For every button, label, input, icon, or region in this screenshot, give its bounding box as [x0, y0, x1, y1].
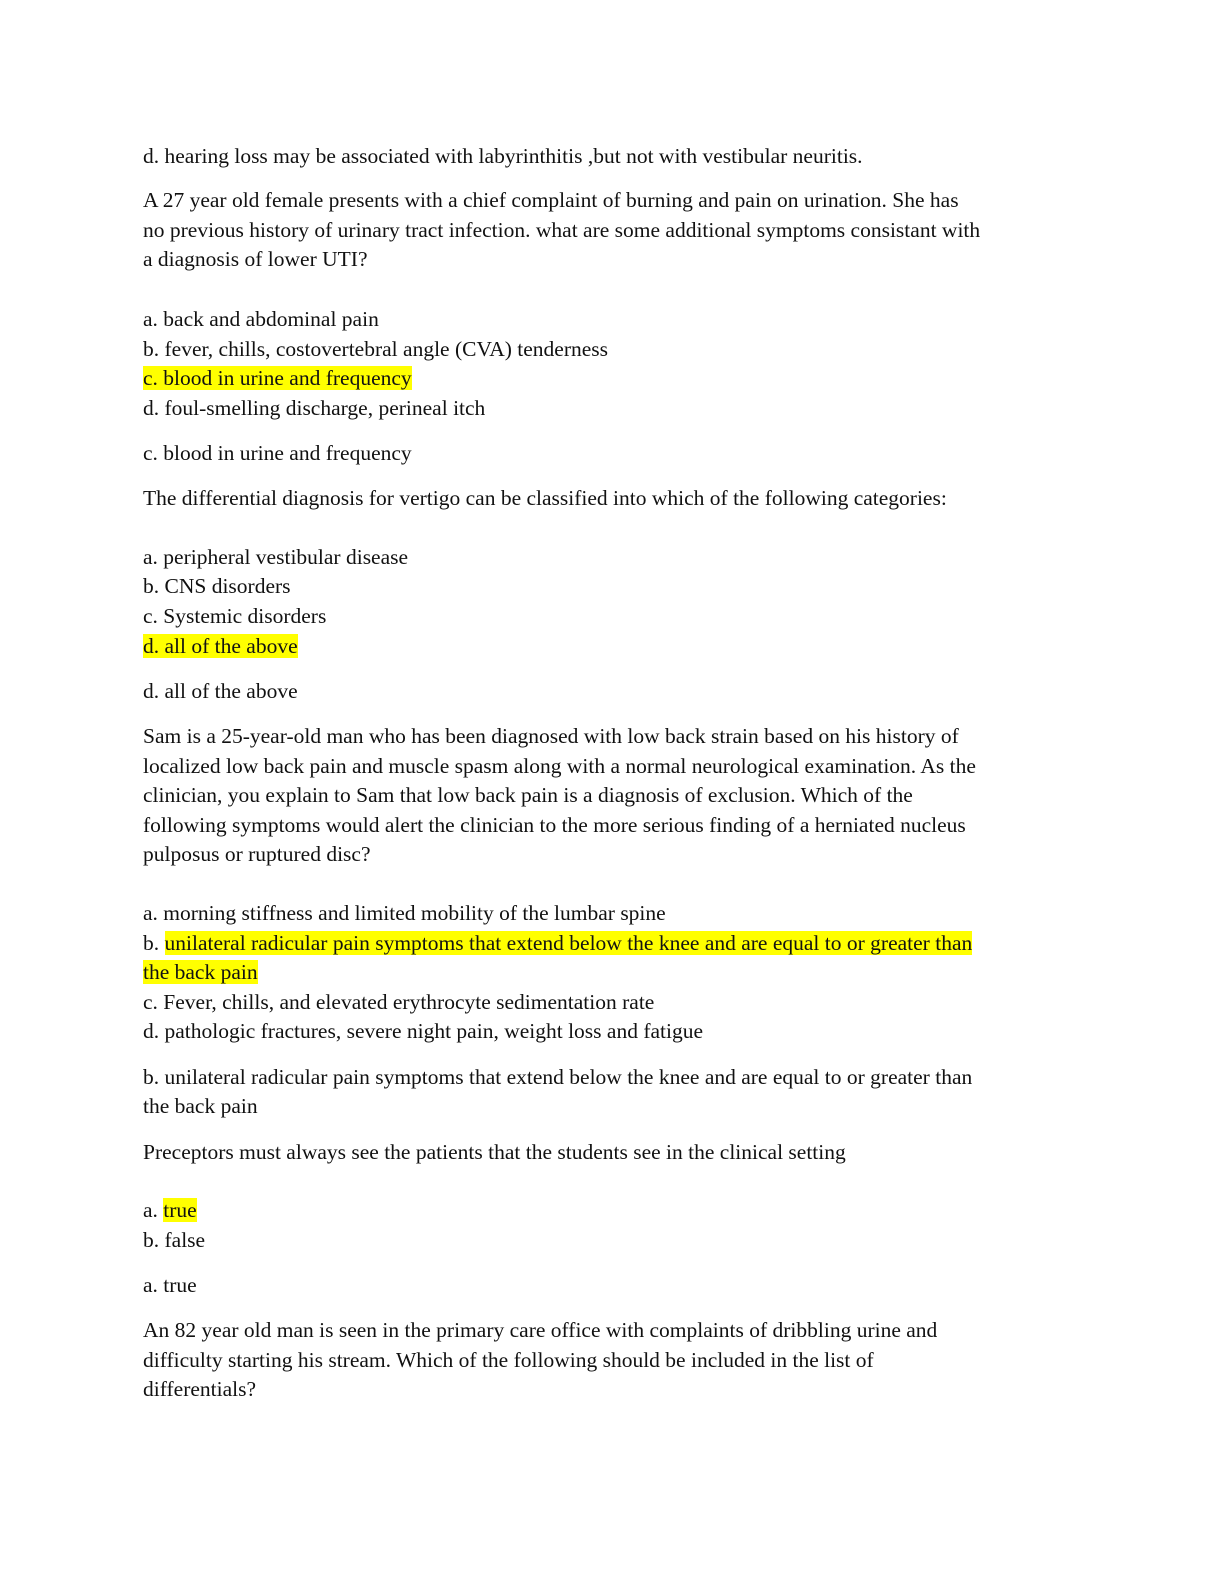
question-1-option-d: d. foul-smelling discharge, perineal itch	[143, 396, 486, 420]
question-3-option-d: d. pathologic fractures, severe night pain, weight loss and fatigue	[143, 1019, 704, 1043]
question-4-stem: Preceptors must always see the patients that the students see in the clinical setting	[143, 1140, 846, 1164]
question-3-stem-line-3: clinician, you explain to Sam that low back pain is a diagnosis of exclusion. Which of the	[143, 783, 913, 807]
question-3-answer-line-1: b. unilateral radicular pain symptoms that extend below the knee and are equal to or greater than	[143, 1065, 973, 1089]
question-1-option-c	[143, 364, 412, 394]
highlighted-correct-option: unilateral radicular pain symptoms that extend below the knee and are equal to or greater than	[164, 931, 973, 955]
highlighted-correct-option: c. blood in urine and frequency	[143, 366, 412, 390]
question-1-stem-line-3: a diagnosis of lower UTI?	[143, 247, 368, 271]
question-3-option-b	[143, 929, 972, 959]
question-2-stem: The differential diagnosis for vertigo can be classified into which of the following categories:	[143, 486, 947, 510]
question-1-answer: c. blood in urine and frequency	[143, 441, 412, 465]
question-5-stem-line-2: difficulty starting his stream. Which of the following should be included in the list of	[143, 1348, 874, 1372]
question-3-option-c: c. Fever, chills, and elevated erythrocyte sedimentation rate	[143, 990, 655, 1014]
question-1-option-a: a. back and abdominal pain	[143, 307, 379, 331]
highlighted-correct-option: true	[163, 1198, 197, 1222]
option-prefix: b.	[143, 931, 165, 955]
option-prefix: a.	[143, 1198, 164, 1222]
question-3-stem-line-1: Sam is a 25-year-old man who has been diagnosed with low back strain based on his history of	[143, 724, 959, 748]
question-2-option-d	[143, 632, 298, 662]
question-4-option-a	[143, 1196, 197, 1226]
question-5-stem-line-3: differentials?	[143, 1377, 257, 1401]
question-5-stem-line-1: An 82 year old man is seen in the primary care office with complaints of dribbling urine and	[143, 1318, 938, 1342]
question-4-option-b: b. false	[143, 1228, 206, 1252]
question-2-option-b: b. CNS disorders	[143, 574, 291, 598]
question-3-stem-line-5: pulposus or ruptured disc?	[143, 842, 371, 866]
question-2-option-a: a. peripheral vestibular disease	[143, 545, 409, 569]
question-3-option-a: a. morning stiffness and limited mobility of the lumbar spine	[143, 901, 666, 925]
question-1-option-b: b. fever, chills, costovertebral angle (CVA) tenderness	[143, 337, 609, 361]
question-4-answer: a. true	[143, 1273, 197, 1297]
question-2-option-c: c. Systemic disorders	[143, 604, 327, 628]
question-1-stem-line-2: no previous history of urinary tract infection. what are some additional symptoms consistant with	[143, 218, 981, 242]
question-3-stem-line-4: following symptoms would alert the clinician to the more serious finding of a herniated nucleus	[143, 813, 966, 837]
question-3-answer-line-2: the back pain	[143, 1094, 258, 1118]
previous-answer: d. hearing loss may be associated with labyrinthitis ,but not with vestibular neuritis.	[143, 144, 863, 168]
highlighted-correct-option: d. all of the above	[143, 634, 298, 658]
question-2-answer: d. all of the above	[143, 679, 298, 703]
question-3-stem-line-2: localized low back pain and muscle spasm along with a normal neurological examination. As the	[143, 754, 976, 778]
question-1-stem-line-1: A 27 year old female presents with a chief complaint of burning and pain on urination. She has	[143, 188, 959, 212]
highlighted-correct-option: the back pain	[143, 960, 258, 984]
question-3-option-b-continued	[143, 958, 258, 988]
